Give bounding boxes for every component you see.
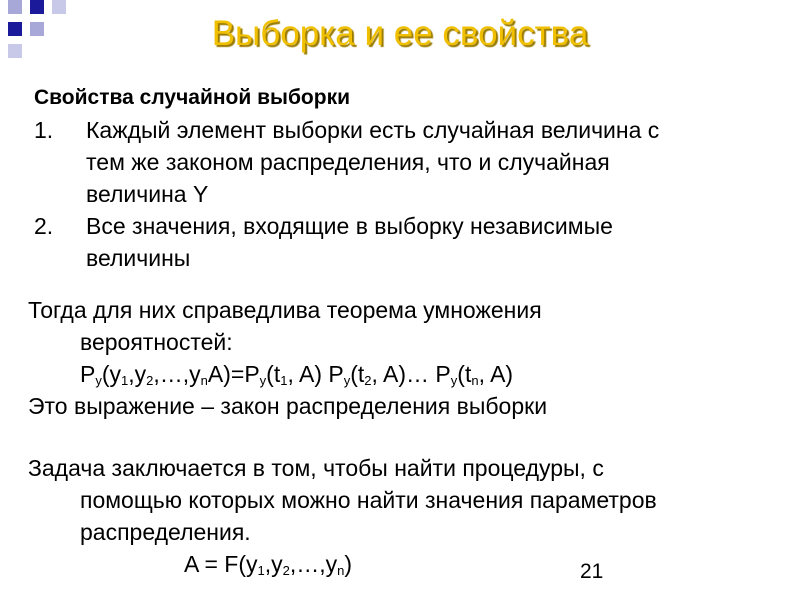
theorem-line: вероятностей: — [80, 329, 233, 355]
page-number: 21 — [580, 560, 604, 583]
list-line: величина Y — [86, 181, 209, 207]
list-item — [34, 114, 774, 210]
theorem-formula: $P_y(y_1,y_2,\dots,y_nA)=P_y(t_1$, A) $P_y(t_2$, A)… $P_y(t_n$, A) — [80, 361, 514, 388]
list-item — [34, 210, 774, 274]
list-line: Все значения, входящие в выборку независимые — [86, 213, 613, 239]
properties-block — [34, 82, 774, 274]
task-formula: $A = F(y_1,y_2,\dots,y_n)$ — [184, 551, 353, 578]
slide-title: Выборка и ее свойства — [211, 14, 589, 53]
task-line: Задача заключается в том, чтобы найти процедуры, с — [28, 455, 604, 481]
list-line: величины — [86, 245, 191, 271]
list-number: 1. — [34, 117, 54, 143]
task-block — [28, 452, 768, 580]
list-number: 2. — [34, 213, 54, 239]
theorem-block — [28, 294, 768, 422]
task-line: распределения. — [80, 519, 251, 545]
conclusion-text: Это выражение – закон распределения выборки — [28, 393, 548, 419]
properties-heading: Свойства случайной выборки — [34, 86, 350, 109]
task-line: помощью которых можно найти значения параметров — [80, 487, 657, 513]
list-line: Каждый элемент выборки есть случайная величина с — [86, 117, 660, 143]
theorem-line: Тогда для них справедлива теорема умножения — [28, 297, 542, 323]
list-line: тем же законом распределения, что и случайная — [86, 149, 610, 175]
